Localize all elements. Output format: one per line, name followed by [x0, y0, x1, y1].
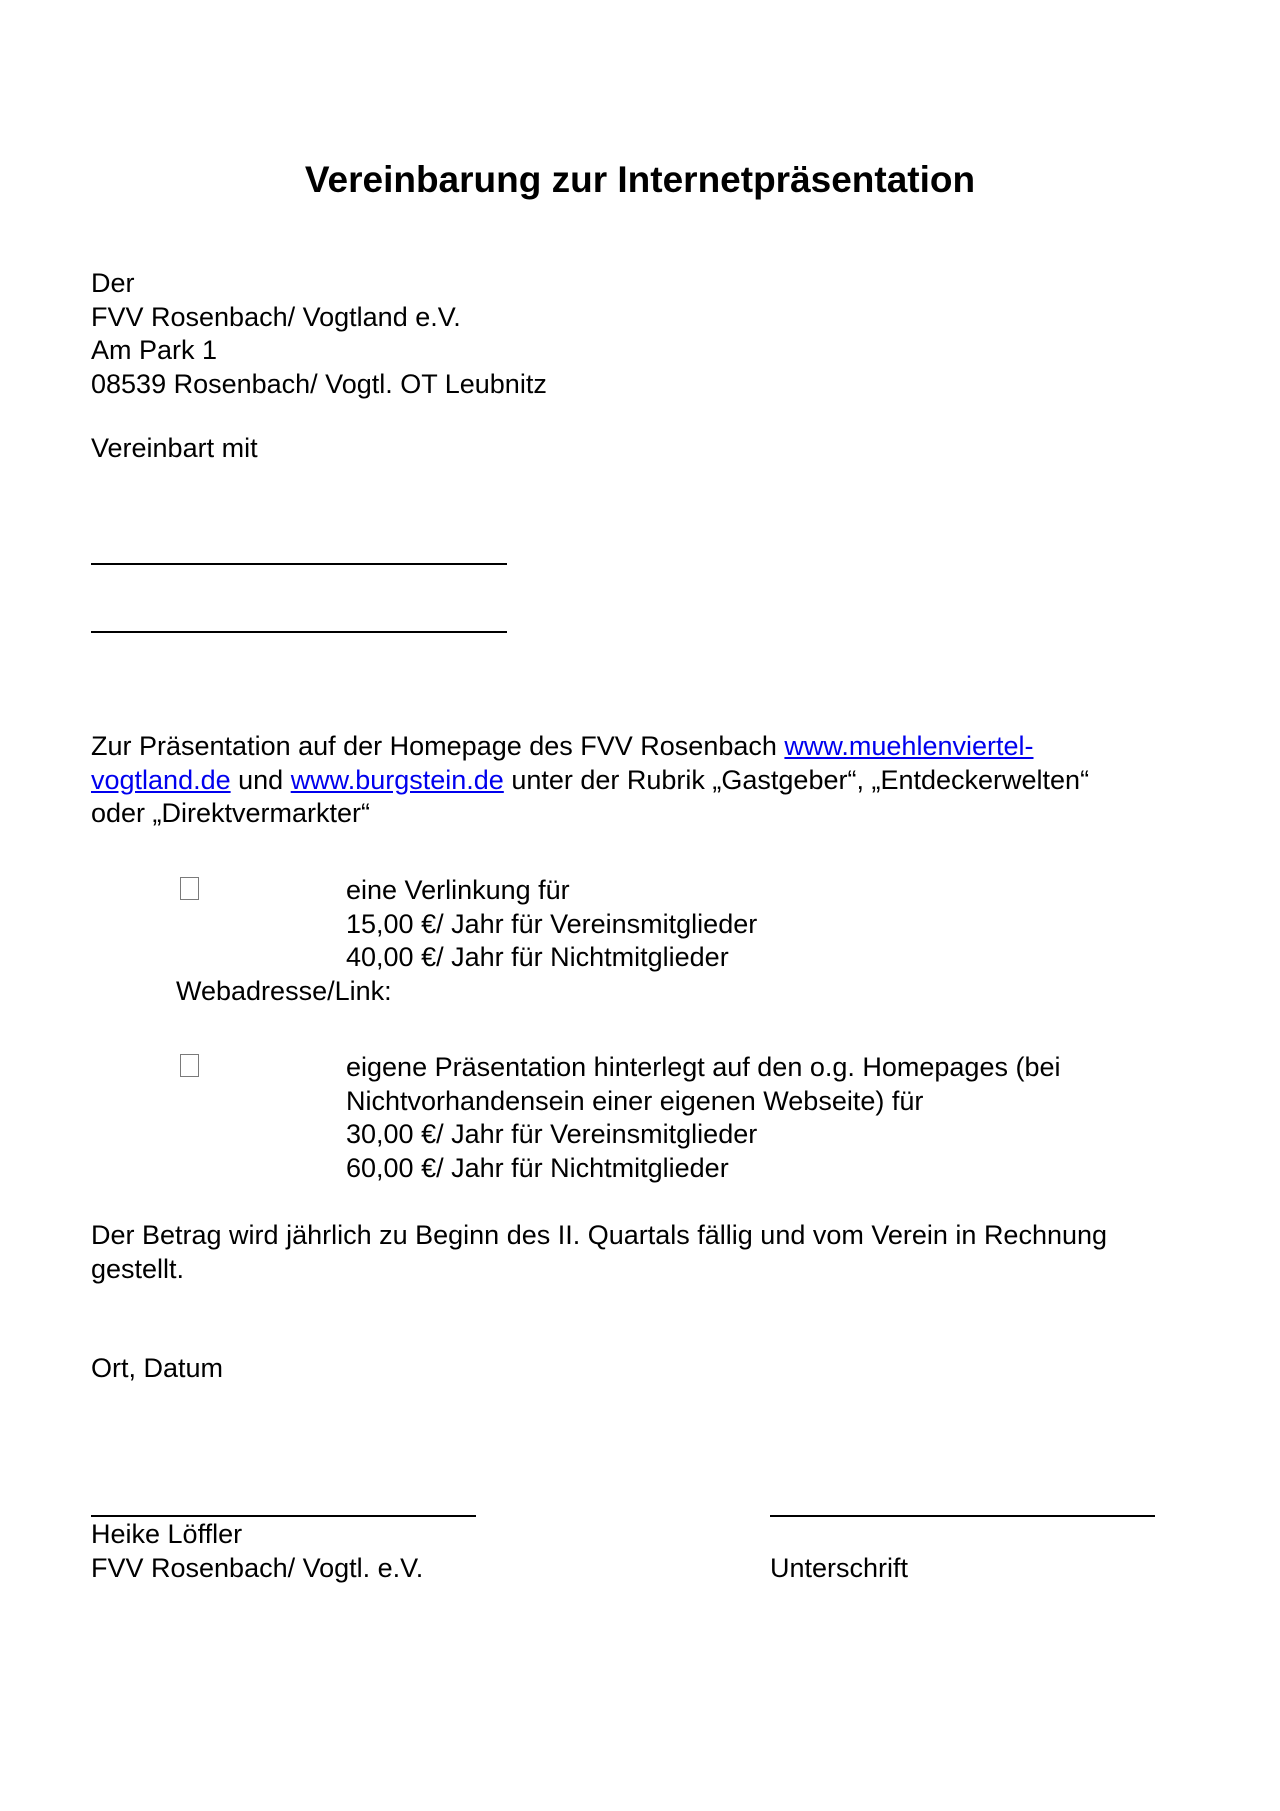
- partner-name-blank-line[interactable]: [91, 563, 507, 565]
- webadresse-label: Webadresse/Link:: [176, 976, 392, 1006]
- option-praesentation-price-members: 30,00 €/ Jahr für Vereinsmitglieder: [346, 1119, 758, 1149]
- intro-line-2: [91, 764, 1089, 798]
- option-verlinkung-text: [346, 874, 757, 975]
- document-title: Vereinbarung zur Internetpräsentation: [304, 159, 976, 200]
- option-praesentation-price-nonmembers: 60,00 €/ Jahr für Nichtmitglieder: [346, 1152, 729, 1183]
- signatory-organisation: FVV Rosenbach/ Vogtl. e.V.: [91, 1552, 424, 1583]
- vereinbart-mit-label: Vereinbart mit: [91, 433, 258, 463]
- signatory-name: Heike Löffler: [91, 1519, 243, 1549]
- unterschrift-label: Unterschrift: [770, 1553, 909, 1583]
- option-verlinkung-price-members: 15,00 €/ Jahr für Vereinsmitglieder: [346, 908, 758, 939]
- link-muehlenviertel-part2[interactable]: vogtland.de: [91, 764, 231, 795]
- intro-text-2: und: [230, 764, 291, 795]
- intro-line-1: [91, 730, 1089, 764]
- signature-line-association[interactable]: [91, 1515, 476, 1517]
- option-praesentation-title-cont: Nichtvorhandensein einer eigenen Webseite) für: [346, 1085, 924, 1116]
- payment-terms-line-1: Der Betrag wird jährlich zu Beginn des II. Quartals fällig und vom Verein in Rechnung: [91, 1220, 1108, 1250]
- partner-address-blank-line[interactable]: [91, 631, 507, 633]
- address-line-city: 08539 Rosenbach/ Vogtl. OT Leubnitz: [91, 368, 547, 399]
- option-praesentation-title: eigene Präsentation hinterlegt auf den o.g. Homepages (bei: [346, 1052, 1061, 1082]
- intro-line-3: oder „Direktvermarkter“: [91, 798, 371, 828]
- intro-text-3: unter der Rubrik „Gastgeber“, „Entdeckerwelten“: [503, 764, 1090, 795]
- address-block: [91, 267, 547, 401]
- place-date-label: Ort, Datum: [91, 1353, 224, 1383]
- link-burgstein[interactable]: www.burgstein.de: [290, 764, 504, 795]
- address-line-organisation: FVV Rosenbach/ Vogtland e.V.: [91, 301, 461, 332]
- option-praesentation-text: [346, 1051, 1061, 1185]
- signature-block-association: [91, 1518, 423, 1585]
- payment-terms-paragraph: [91, 1219, 1107, 1286]
- address-line-street: Am Park 1: [91, 335, 218, 365]
- option-praesentation-checkbox[interactable]: [180, 1054, 199, 1077]
- payment-terms-line-2: gestellt.: [91, 1253, 185, 1284]
- address-line-der: Der: [91, 268, 135, 298]
- option-verlinkung-checkbox[interactable]: [180, 877, 199, 900]
- signature-block-partner: [770, 1552, 908, 1586]
- signature-line-partner[interactable]: [770, 1515, 1155, 1517]
- intro-text-1: Zur Präsentation auf der Homepage des FVV Rosenbach: [91, 731, 785, 761]
- option-verlinkung-price-nonmembers: 40,00 €/ Jahr für Nichtmitglieder: [346, 942, 729, 972]
- option-verlinkung-title: eine Verlinkung für: [346, 875, 570, 905]
- link-muehlenviertel-part1[interactable]: www.muehlenviertel-: [784, 731, 1034, 761]
- intro-paragraph: [91, 730, 1089, 831]
